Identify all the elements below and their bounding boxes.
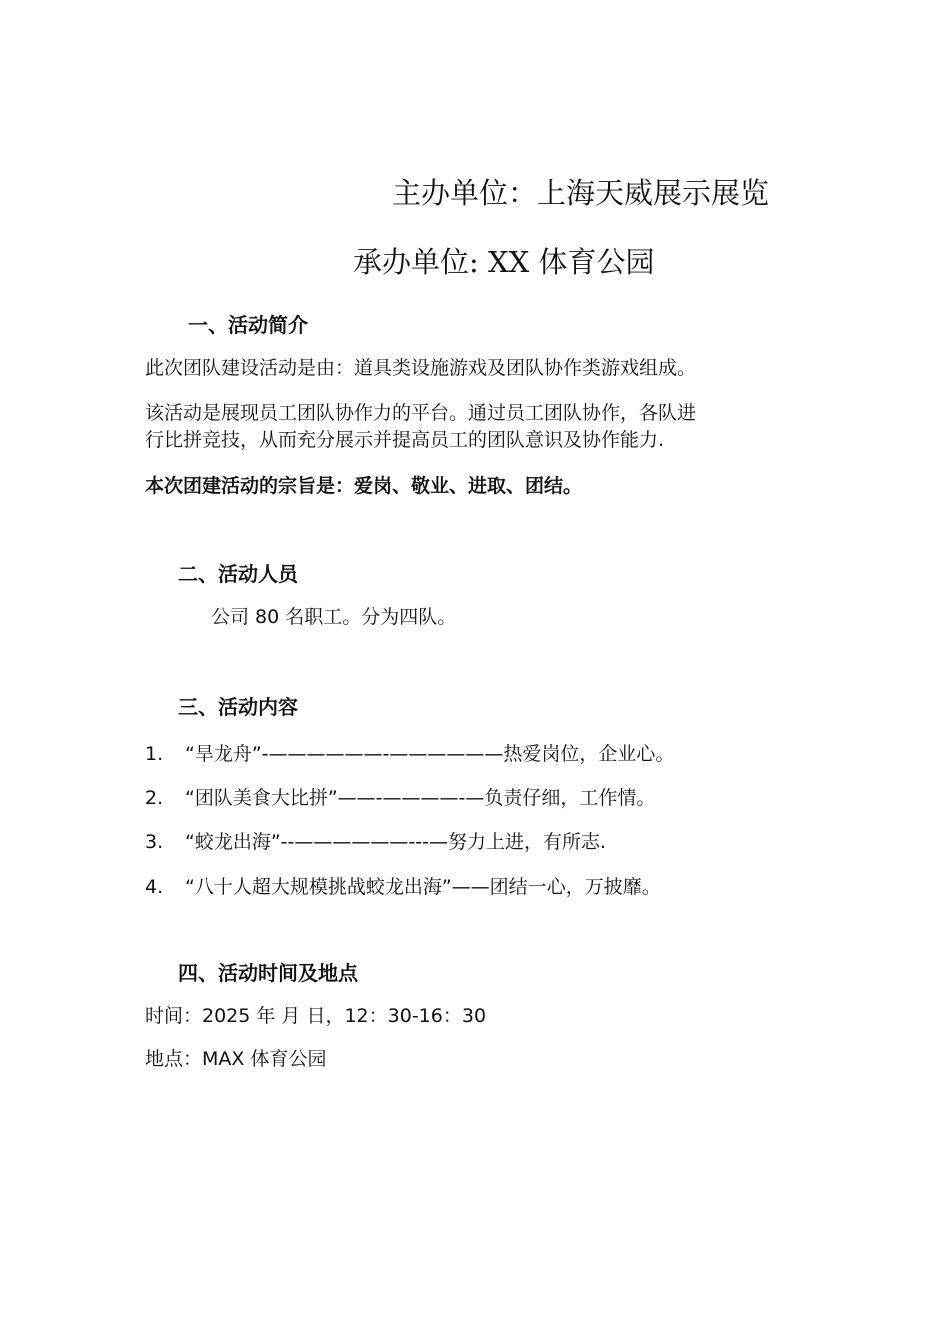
list-item-text: “团队美食大比拼”——-————-—负责仔细，工作情。 (185, 787, 656, 809)
list-item-number: 4. (145, 876, 164, 898)
section4-heading: 四、活动时间及地点 (178, 961, 358, 985)
host-title: 承办单位: XX 体育公园 (353, 245, 655, 279)
list-item (145, 872, 661, 899)
list-item (145, 739, 674, 766)
section1-para2-line2: 行比拼竞技，从而充分展示并提高员工的团队意识及协作能力. (145, 429, 665, 451)
list-item (145, 783, 655, 810)
section2-text: 公司 80 名职工。分为四队。 (211, 606, 457, 628)
list-item (145, 827, 606, 854)
section3-heading: 三、活动内容 (178, 695, 298, 719)
list-item-number: 3. (145, 831, 164, 853)
list-item-text: “八十人超大规模挑战蛟龙出海”——团结一心，万披靡。 (185, 876, 661, 898)
list-item-text: “旱龙舟”-——————-——————热爱岗位，企业心。 (185, 743, 675, 765)
section1-para1: 此次团队建设活动是由：道具类设施游戏及团队协作类游戏组成。 (145, 357, 697, 379)
section2-heading: 二、活动人员 (178, 562, 298, 586)
list-item-text: “蛟龙出海”--——————---—努力上进，有所志. (185, 831, 607, 853)
list-item-number: 1. (145, 743, 164, 765)
section1-para2-line1: 该活动是展现员工团队协作力的平台。通过员工团队协作，各队进 (145, 402, 697, 424)
event-place: 地点：MAX 体育公园 (145, 1048, 327, 1070)
section1-purpose: 本次团建活动的宗旨是：爱岗、敬业、进取、团结。 (145, 475, 583, 497)
list-item-number: 2. (145, 787, 164, 809)
section1-heading: 一、活动简介 (188, 313, 308, 337)
organizer-title: 主办单位：上海天威展示展览 (392, 176, 770, 210)
event-time: 时间：2025 年 月 日，12：30-16：30 (145, 1005, 487, 1027)
